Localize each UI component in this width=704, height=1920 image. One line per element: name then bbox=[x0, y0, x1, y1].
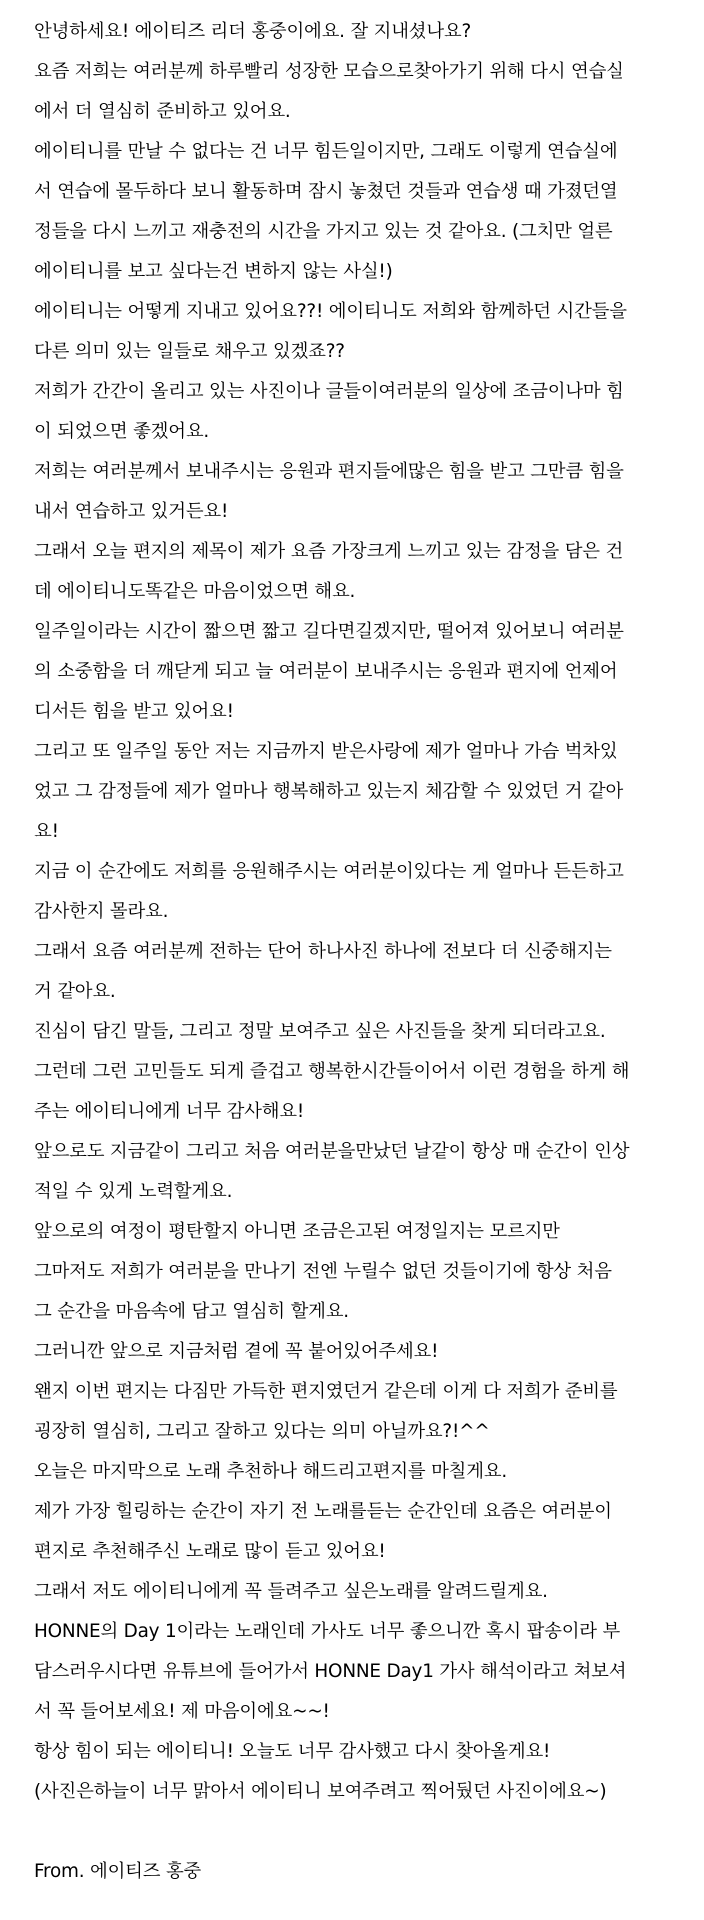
text-line: 그 순간을 마음속에 담고 열심히 할게요. bbox=[34, 1301, 349, 1322]
text-line: 안녕하세요! 에이티즈 리더 홍중이에요. 잘 지내셨나요? bbox=[34, 21, 472, 42]
paragraph bbox=[34, 1772, 688, 1812]
text-line: 저희는 여러분께서 보내주시는 응원과 편지들에많은 힘을 받고 그만큼 힘을 bbox=[34, 461, 624, 482]
text-line: 앞으로도 지금같이 그리고 처음 여러분을만났던 날같이 항상 매 순간이 인상 bbox=[34, 1141, 630, 1162]
text-line: 었고 그 감정들에 제가 얼마나 행복해하고 있는지 체감할 수 있었던 거 같아 bbox=[34, 781, 624, 802]
text-line: 데 에이티니도똑같은 마음이었으면 해요. bbox=[34, 581, 356, 602]
text-line: 일주일이라는 시간이 짧으면 짧고 길다면길겠지만, 떨어져 있어보니 여러분 bbox=[34, 621, 624, 642]
text-line: 왠지 이번 편지는 다짐만 가득한 편지였던거 같은데 이게 다 저희가 준비를 bbox=[34, 1381, 618, 1402]
text-line: 담스러우시다면 유튜브에 들어가서 HONNE Day1 가사 해석이라고 쳐보셔 bbox=[34, 1661, 627, 1682]
paragraph bbox=[34, 852, 688, 932]
text-line: 제가 가장 힐링하는 순간이 자기 전 노래를듣는 순간인데 요즘은 여러분이 bbox=[34, 1501, 612, 1522]
text-line: 내서 연습하고 있거든요! bbox=[34, 501, 229, 522]
paragraph bbox=[34, 292, 688, 372]
paragraph bbox=[34, 612, 688, 732]
text-line: 그러니깐 앞으로 지금처럼 곁에 꼭 붙어있어주세요! bbox=[34, 1341, 439, 1362]
text-line: 그리고 또 일주일 동안 저는 지금까지 받은사랑에 제가 얼마나 가슴 벅차있 bbox=[34, 741, 618, 762]
text-line: 항상 힘이 되는 에이티니! 오늘도 너무 감사했고 다시 찾아올게요! bbox=[34, 1741, 551, 1762]
text-line: HONNE의 Day 1이라는 노래인데 가사도 너무 좋으니깐 혹시 팝송이라 부 bbox=[34, 1621, 621, 1642]
text-line: 요즘 저희는 여러분께 하루빨리 성장한 모습으로찾아가기 위해 다시 연습실 bbox=[34, 61, 624, 82]
paragraph bbox=[34, 1372, 688, 1452]
paragraph bbox=[34, 532, 688, 612]
paragraph bbox=[34, 1212, 688, 1252]
text-line: (사진은하늘이 너무 맑아서 에이티니 보여주려고 찍어뒀던 사진이에요~) bbox=[34, 1781, 607, 1802]
text-line: 요! bbox=[34, 821, 59, 842]
text-line: 서 연습에 몰두하다 보니 활동하며 잠시 놓쳤던 것들과 연습생 때 가졌던열 bbox=[34, 181, 618, 202]
paragraph bbox=[34, 932, 688, 1012]
text-line: 오늘은 마지막으로 노래 추천하나 해드리고편지를 마칠게요. bbox=[34, 1461, 508, 1482]
text-line: 정들을 다시 느끼고 재충전의 시간을 가지고 있는 것 같아요. (그치만 얼른 bbox=[34, 221, 613, 242]
text-line: 에이티니를 만날 수 없다는 건 너무 힘든일이지만, 그래도 이렇게 연습실에 bbox=[34, 141, 618, 162]
text-line: 진심이 담긴 말들, 그리고 정말 보여주고 싶은 사진들을 찾게 되더라고요. bbox=[34, 1021, 606, 1042]
text-line: 그마저도 저희가 여러분을 만나기 전엔 누릴수 없던 것들이기에 항상 처음 bbox=[34, 1261, 612, 1282]
paragraph bbox=[34, 132, 688, 292]
signature: From. 에이티즈 홍중 bbox=[34, 1861, 202, 1882]
paragraph bbox=[34, 1572, 688, 1612]
text-line: 감사한지 몰라요. bbox=[34, 901, 169, 922]
paragraph bbox=[34, 1612, 688, 1732]
paragraph bbox=[34, 1732, 688, 1772]
paragraph bbox=[34, 732, 688, 852]
text-line: 다른 의미 있는 일들로 채우고 있겠죠?? bbox=[34, 341, 345, 362]
paragraph bbox=[34, 1492, 688, 1572]
text-line: 그래서 오늘 편지의 제목이 제가 요즘 가장크게 느끼고 있는 감정을 담은 건 bbox=[34, 541, 624, 562]
paragraph bbox=[34, 1252, 688, 1332]
text-line: 에서 더 열심히 준비하고 있어요. bbox=[34, 101, 291, 122]
paragraph bbox=[34, 1012, 688, 1052]
letter-body bbox=[34, 12, 688, 1812]
text-line: 그런데 그런 고민들도 되게 즐겁고 행복한시간들이어서 이런 경험을 하게 해 bbox=[34, 1061, 630, 1082]
paragraph bbox=[34, 52, 688, 132]
text-line: 거 같아요. bbox=[34, 981, 116, 1002]
paragraph bbox=[34, 372, 688, 452]
text-line: 이 되었으면 좋겠어요. bbox=[34, 421, 210, 442]
text-line: 에이티니를 보고 싶다는건 변하지 않는 사실!) bbox=[34, 261, 393, 282]
paragraph bbox=[34, 1452, 688, 1492]
text-line: 디서든 힘을 받고 있어요! bbox=[34, 701, 234, 722]
text-line: 주는 에이티니에게 너무 감사해요! bbox=[34, 1101, 305, 1122]
paragraph bbox=[34, 452, 688, 532]
text-line: 지금 이 순간에도 저희를 응원해주시는 여러분이있다는 게 얼마나 든든하고 bbox=[34, 861, 624, 882]
paragraph bbox=[34, 1332, 688, 1372]
text-line: 앞으로의 여정이 평탄할지 아니면 조금은고된 여정일지는 모르지만 bbox=[34, 1221, 560, 1242]
paragraph bbox=[34, 1132, 688, 1212]
paragraph bbox=[34, 12, 688, 52]
text-line: 그래서 저도 에이티니에게 꼭 들려주고 싶은노래를 알려드릴게요. bbox=[34, 1581, 548, 1602]
text-line: 에이티니는 어떻게 지내고 있어요??! 에이티니도 저희와 함께하던 시간들을 bbox=[34, 301, 627, 322]
text-line: 적일 수 있게 노력할게요. bbox=[34, 1181, 233, 1202]
text-line: 굉장히 열심히, 그리고 잘하고 있다는 의미 아닐까요?!^^ bbox=[34, 1421, 490, 1442]
text-line: 저희가 간간이 올리고 있는 사진이나 글들이여러분의 일상에 조금이나마 힘 bbox=[34, 381, 624, 402]
paragraph bbox=[34, 1052, 688, 1132]
text-line: 서 꼭 들어보세요! 제 마음이에요~~! bbox=[34, 1701, 330, 1722]
text-line: 편지로 추천해주신 노래로 많이 듣고 있어요! bbox=[34, 1541, 386, 1562]
text-line: 그래서 요즘 여러분께 전하는 단어 하나사진 하나에 전보다 더 신중해지는 bbox=[34, 941, 612, 962]
text-line: 의 소중함을 더 깨닫게 되고 늘 여러분이 보내주시는 응원과 편지에 언제어 bbox=[34, 661, 618, 682]
